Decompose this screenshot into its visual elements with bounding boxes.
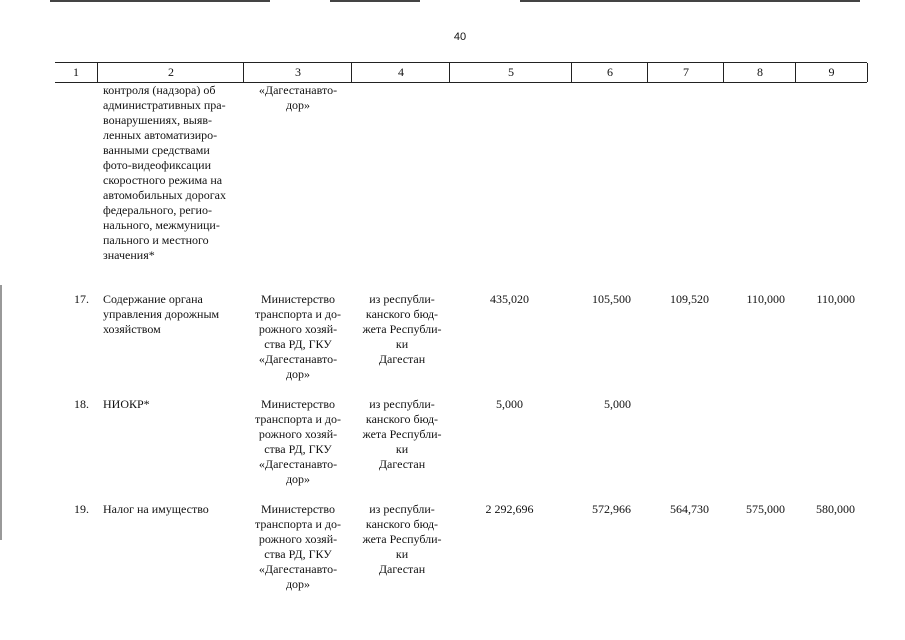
text-line: ванными средствами [103, 143, 210, 157]
text-line: дор» [285, 367, 311, 381]
text-line: «Дагестанавто- [258, 352, 338, 366]
year-amount: 564,730 [670, 502, 709, 516]
text-line: транспорта и до- [255, 412, 341, 426]
text-line: из республи- [369, 292, 435, 306]
text-line: транспорта и до- [255, 517, 341, 531]
row-number: 18. [74, 397, 89, 411]
year-amount: 5,000 [604, 397, 631, 411]
funding-source [355, 397, 449, 472]
measure-name [103, 502, 237, 517]
executor [247, 397, 349, 487]
column-number-8: 8 [723, 63, 796, 82]
text-line: транспорта и до- [255, 307, 341, 321]
text-line: контроля (надзора) об [103, 83, 216, 97]
text-line: из республи- [369, 502, 435, 516]
text-line: нального, межмуници- [103, 218, 220, 232]
text-line: жета Республи- [362, 532, 442, 546]
text-line: дор» [285, 472, 311, 486]
column-number-2: 2 [97, 63, 244, 82]
text-line: «Дагестанавто- [258, 457, 338, 471]
year-amount: 575,000 [746, 502, 785, 516]
total-amount: 5,000 [496, 397, 523, 411]
measure-name [103, 292, 237, 337]
total-amount: 435,020 [490, 292, 529, 306]
text-line: ки [395, 442, 409, 456]
scan-artifact-line [520, 0, 860, 2]
text-line: Дагестан [378, 352, 426, 366]
text-line: дор» [285, 98, 311, 112]
funding-source [355, 292, 449, 367]
text-line: НИОКР* [103, 397, 150, 411]
scan-artifact-line [330, 0, 420, 2]
text-line: Дагестан [378, 562, 426, 576]
measure-name [103, 397, 237, 412]
column-number-3: 3 [243, 63, 352, 82]
year-amount: 105,500 [592, 292, 631, 306]
text-line: управления дорожным [103, 307, 220, 321]
text-line: ства РД, ГКУ [264, 337, 332, 351]
row-number: 17. [74, 292, 89, 306]
text-line: ки [395, 547, 409, 561]
text-line: пального и местного [103, 233, 209, 247]
text-line: Министерство [261, 502, 335, 516]
text-line: хозяйством [103, 322, 161, 336]
text-line: рожного хозяй- [258, 322, 338, 336]
text-line: канского бюд- [365, 517, 439, 531]
text-line: Налог на имущество [103, 502, 209, 516]
column-number-header [55, 62, 867, 83]
text-line: вонарушениях, выяв- [103, 113, 213, 127]
funding-source [355, 502, 449, 577]
scan-artifact-line [50, 0, 270, 2]
text-line: жета Республи- [362, 322, 442, 336]
column-number-6: 6 [571, 63, 648, 82]
text-line: рожного хозяй- [258, 532, 338, 546]
executor [247, 502, 349, 592]
executor [247, 83, 349, 113]
text-line: жета Республи- [362, 427, 442, 441]
text-line: ства РД, ГКУ [264, 442, 332, 456]
year-amount: 580,000 [816, 502, 855, 516]
executor [247, 292, 349, 382]
year-amount: 110,000 [816, 292, 855, 306]
text-line: административных пра- [103, 98, 226, 112]
column-number-1: 1 [73, 65, 79, 79]
column-number-4: 4 [351, 63, 450, 82]
text-line: значения* [103, 248, 155, 262]
column-number-5: 5 [449, 63, 572, 82]
column-number-7: 7 [647, 63, 724, 82]
text-line: канского бюд- [365, 307, 439, 321]
year-amount: 110,000 [746, 292, 785, 306]
text-line: Министерство [261, 292, 335, 306]
text-line: Дагестан [378, 457, 426, 471]
text-line: ки [395, 337, 409, 351]
text-line: «Дагестанавто- [258, 83, 338, 97]
text-line: из республи- [369, 397, 435, 411]
row-number: 19. [74, 502, 89, 516]
scan-edge-shadow [0, 285, 2, 540]
text-line: федерального, регио- [103, 203, 212, 217]
text-line: «Дагестанавто- [258, 562, 338, 576]
text-line: рожного хозяй- [258, 427, 338, 441]
text-line: ства РД, ГКУ [264, 547, 332, 561]
text-line: дор» [285, 577, 311, 591]
year-amount: 109,520 [670, 292, 709, 306]
text-line: скоростного режима на [103, 173, 223, 187]
text-line: автомобильных дорогах [103, 188, 226, 202]
text-line: Содержание органа [103, 292, 203, 306]
text-line: фото-видеофиксации [103, 158, 212, 172]
measure-name [103, 83, 237, 263]
column-number-9: 9 [795, 63, 868, 82]
total-amount: 2 292,696 [485, 502, 534, 516]
text-line: Министерство [261, 397, 335, 411]
page-number: 40 [453, 31, 467, 43]
text-line: ленных автоматизиро- [103, 128, 218, 142]
text-line: канского бюд- [365, 412, 439, 426]
year-amount: 572,966 [592, 502, 631, 516]
